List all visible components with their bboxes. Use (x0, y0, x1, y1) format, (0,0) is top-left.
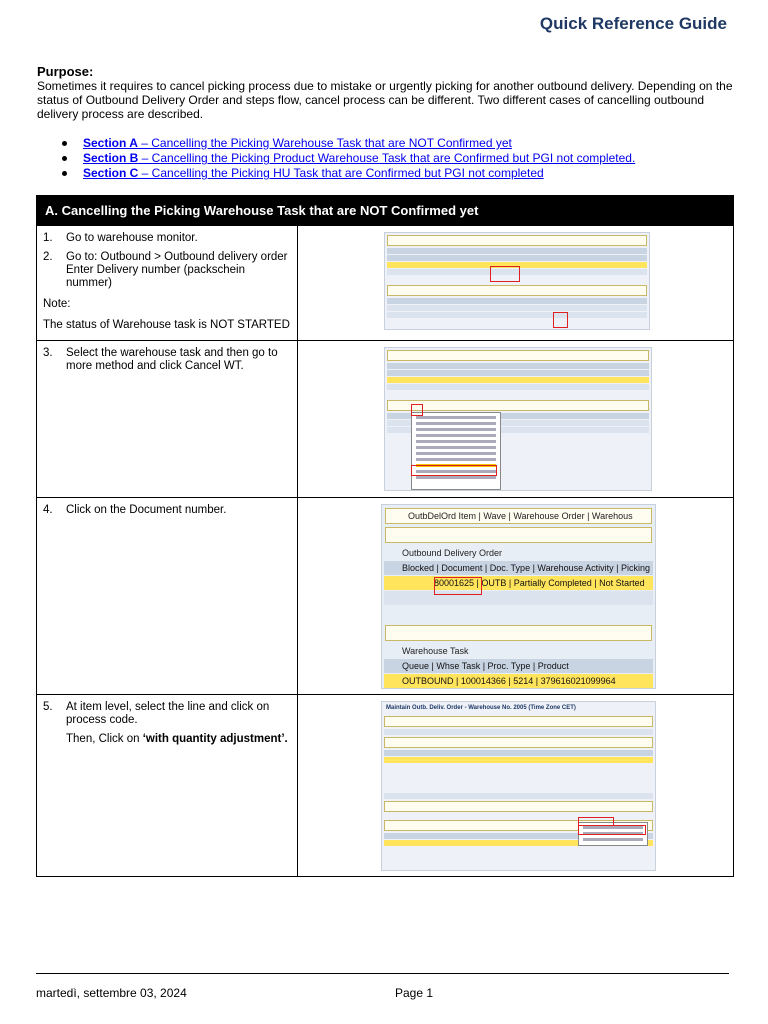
table-header (387, 363, 649, 369)
table-header (384, 750, 653, 756)
table-header (387, 298, 647, 304)
screenshot-cell (298, 341, 734, 498)
instruction-cell (37, 341, 298, 498)
section-link-label: Section B (83, 151, 139, 165)
purpose-text: Sometimes it requires to cancel picking process due to mistake or urgently picking for another outbound delivery. Depending on the status of Outbound Delivery Order and steps flow, cancel process can be different. Two different cases of cancelling outbound delivery process are described. (37, 79, 733, 121)
procedure-table (36, 195, 734, 877)
screenshot-document-number (381, 504, 656, 689)
step-text: Go to: Outbound > Outbound delivery order Enter Delivery number (packschein nummer) (66, 251, 288, 289)
highlight-box (411, 465, 497, 476)
footer-date: martedì, settembre 03, 2024 (36, 986, 187, 1000)
instruction-cell (37, 695, 298, 877)
footer-page-number: Page 1 (395, 986, 434, 1000)
step-number: 3. (43, 347, 53, 359)
toolbar (384, 737, 653, 748)
section-link-b[interactable] (62, 151, 635, 166)
table-row: 80001625 | OUTB | Partially Completed | Not Started (384, 576, 653, 590)
table-row (384, 757, 653, 763)
toolbar (387, 235, 647, 246)
step-4 (43, 504, 291, 517)
step-emphasis: ‘with quantity adjustment’. (142, 733, 288, 745)
toolbar (385, 527, 652, 543)
scroll-row (384, 591, 653, 605)
table-row (387, 305, 647, 311)
toolbar (387, 350, 649, 361)
tab-toolbar: OutbDelOrd Item | Wave | Warehouse Order | Warehous (385, 508, 652, 524)
note-label: Note: (43, 298, 71, 310)
toolbar (385, 625, 652, 641)
step-3 (43, 347, 291, 373)
document-title: Quick Reference Guide (539, 14, 727, 33)
note-text: The status of Warehouse task is NOT STARTED (43, 319, 290, 331)
table-row (387, 312, 647, 318)
screenshot-warehouse-monitor (384, 232, 650, 330)
step-text: Select the warehouse task and then go to more method and click Cancel WT. (66, 347, 278, 372)
highlight-box (578, 825, 646, 835)
table-header (387, 248, 647, 254)
screenshot-cell (298, 226, 734, 341)
highlight-box (434, 577, 482, 595)
screenshot-process-code (381, 701, 656, 871)
step-5 (43, 701, 291, 727)
highlight-box (411, 404, 423, 416)
step-1 (43, 232, 291, 245)
screenshot-title: Maintain Outb. Deliv. Order - Warehouse No. 2005 (Time Zone CET) (386, 705, 576, 711)
section-link-text: – Cancelling the Picking HU Task that are Confirmed but PGI not completed (138, 166, 544, 180)
section-link-a[interactable] (62, 136, 635, 151)
filter-row (384, 729, 653, 735)
table-header: Queue | Whse Task | Proc. Type | Product (384, 659, 653, 673)
section-link-text: – Cancelling the Picking Product Warehouse Task that are Confirmed but PGI not completed. (138, 151, 636, 165)
section-a-heading: A. Cancelling the Picking Warehouse Task that are NOT Confirmed yet (37, 196, 734, 226)
screenshot-cell (298, 498, 734, 695)
table-header (387, 370, 649, 376)
tab-strip (384, 801, 653, 812)
section-link-label: Section C (83, 166, 139, 180)
step-number: 2. (43, 251, 53, 263)
table-header: Blocked | Document | Doc. Type | Warehouse Activity | Picking (384, 561, 653, 575)
more-methods-menu (411, 412, 501, 490)
table-row (387, 384, 649, 390)
section-link-c[interactable] (62, 166, 635, 181)
step-2 (43, 251, 291, 290)
table-row (387, 377, 649, 383)
step-number: 1. (43, 232, 53, 244)
panel-title: Warehouse Task (402, 646, 469, 656)
step-text: Then, Click on (66, 733, 143, 745)
toolbar (384, 716, 653, 727)
section-link-label: Section A (83, 136, 138, 150)
table-row (384, 793, 653, 799)
screenshot-cancel-wt (384, 347, 652, 491)
step-text: At item level, select the line and click on process code. (66, 701, 270, 726)
footer-divider (36, 973, 729, 974)
screenshot-cell (298, 695, 734, 877)
section-links (62, 136, 635, 181)
highlight-box (490, 266, 520, 282)
step-number: 5. (43, 701, 53, 713)
instruction-cell (37, 498, 298, 695)
step-number: 4. (43, 504, 53, 516)
instruction-cell (37, 226, 298, 341)
purpose-heading: Purpose: (37, 64, 94, 79)
section-link-text: – Cancelling the Picking Warehouse Task that are NOT Confirmed yet (137, 136, 512, 150)
step-text: Click on the Document number. (66, 504, 227, 516)
toolbar (387, 400, 649, 411)
step-text: Go to warehouse monitor. (66, 232, 198, 244)
table-header (387, 255, 647, 261)
table-row: OUTBOUND | 100014366 | 5214 | 379616021099964 (384, 674, 653, 688)
step-5-detail (43, 733, 291, 746)
toolbar (387, 285, 647, 296)
panel-title: Outbound Delivery Order (402, 548, 503, 558)
highlight-box (553, 312, 568, 328)
